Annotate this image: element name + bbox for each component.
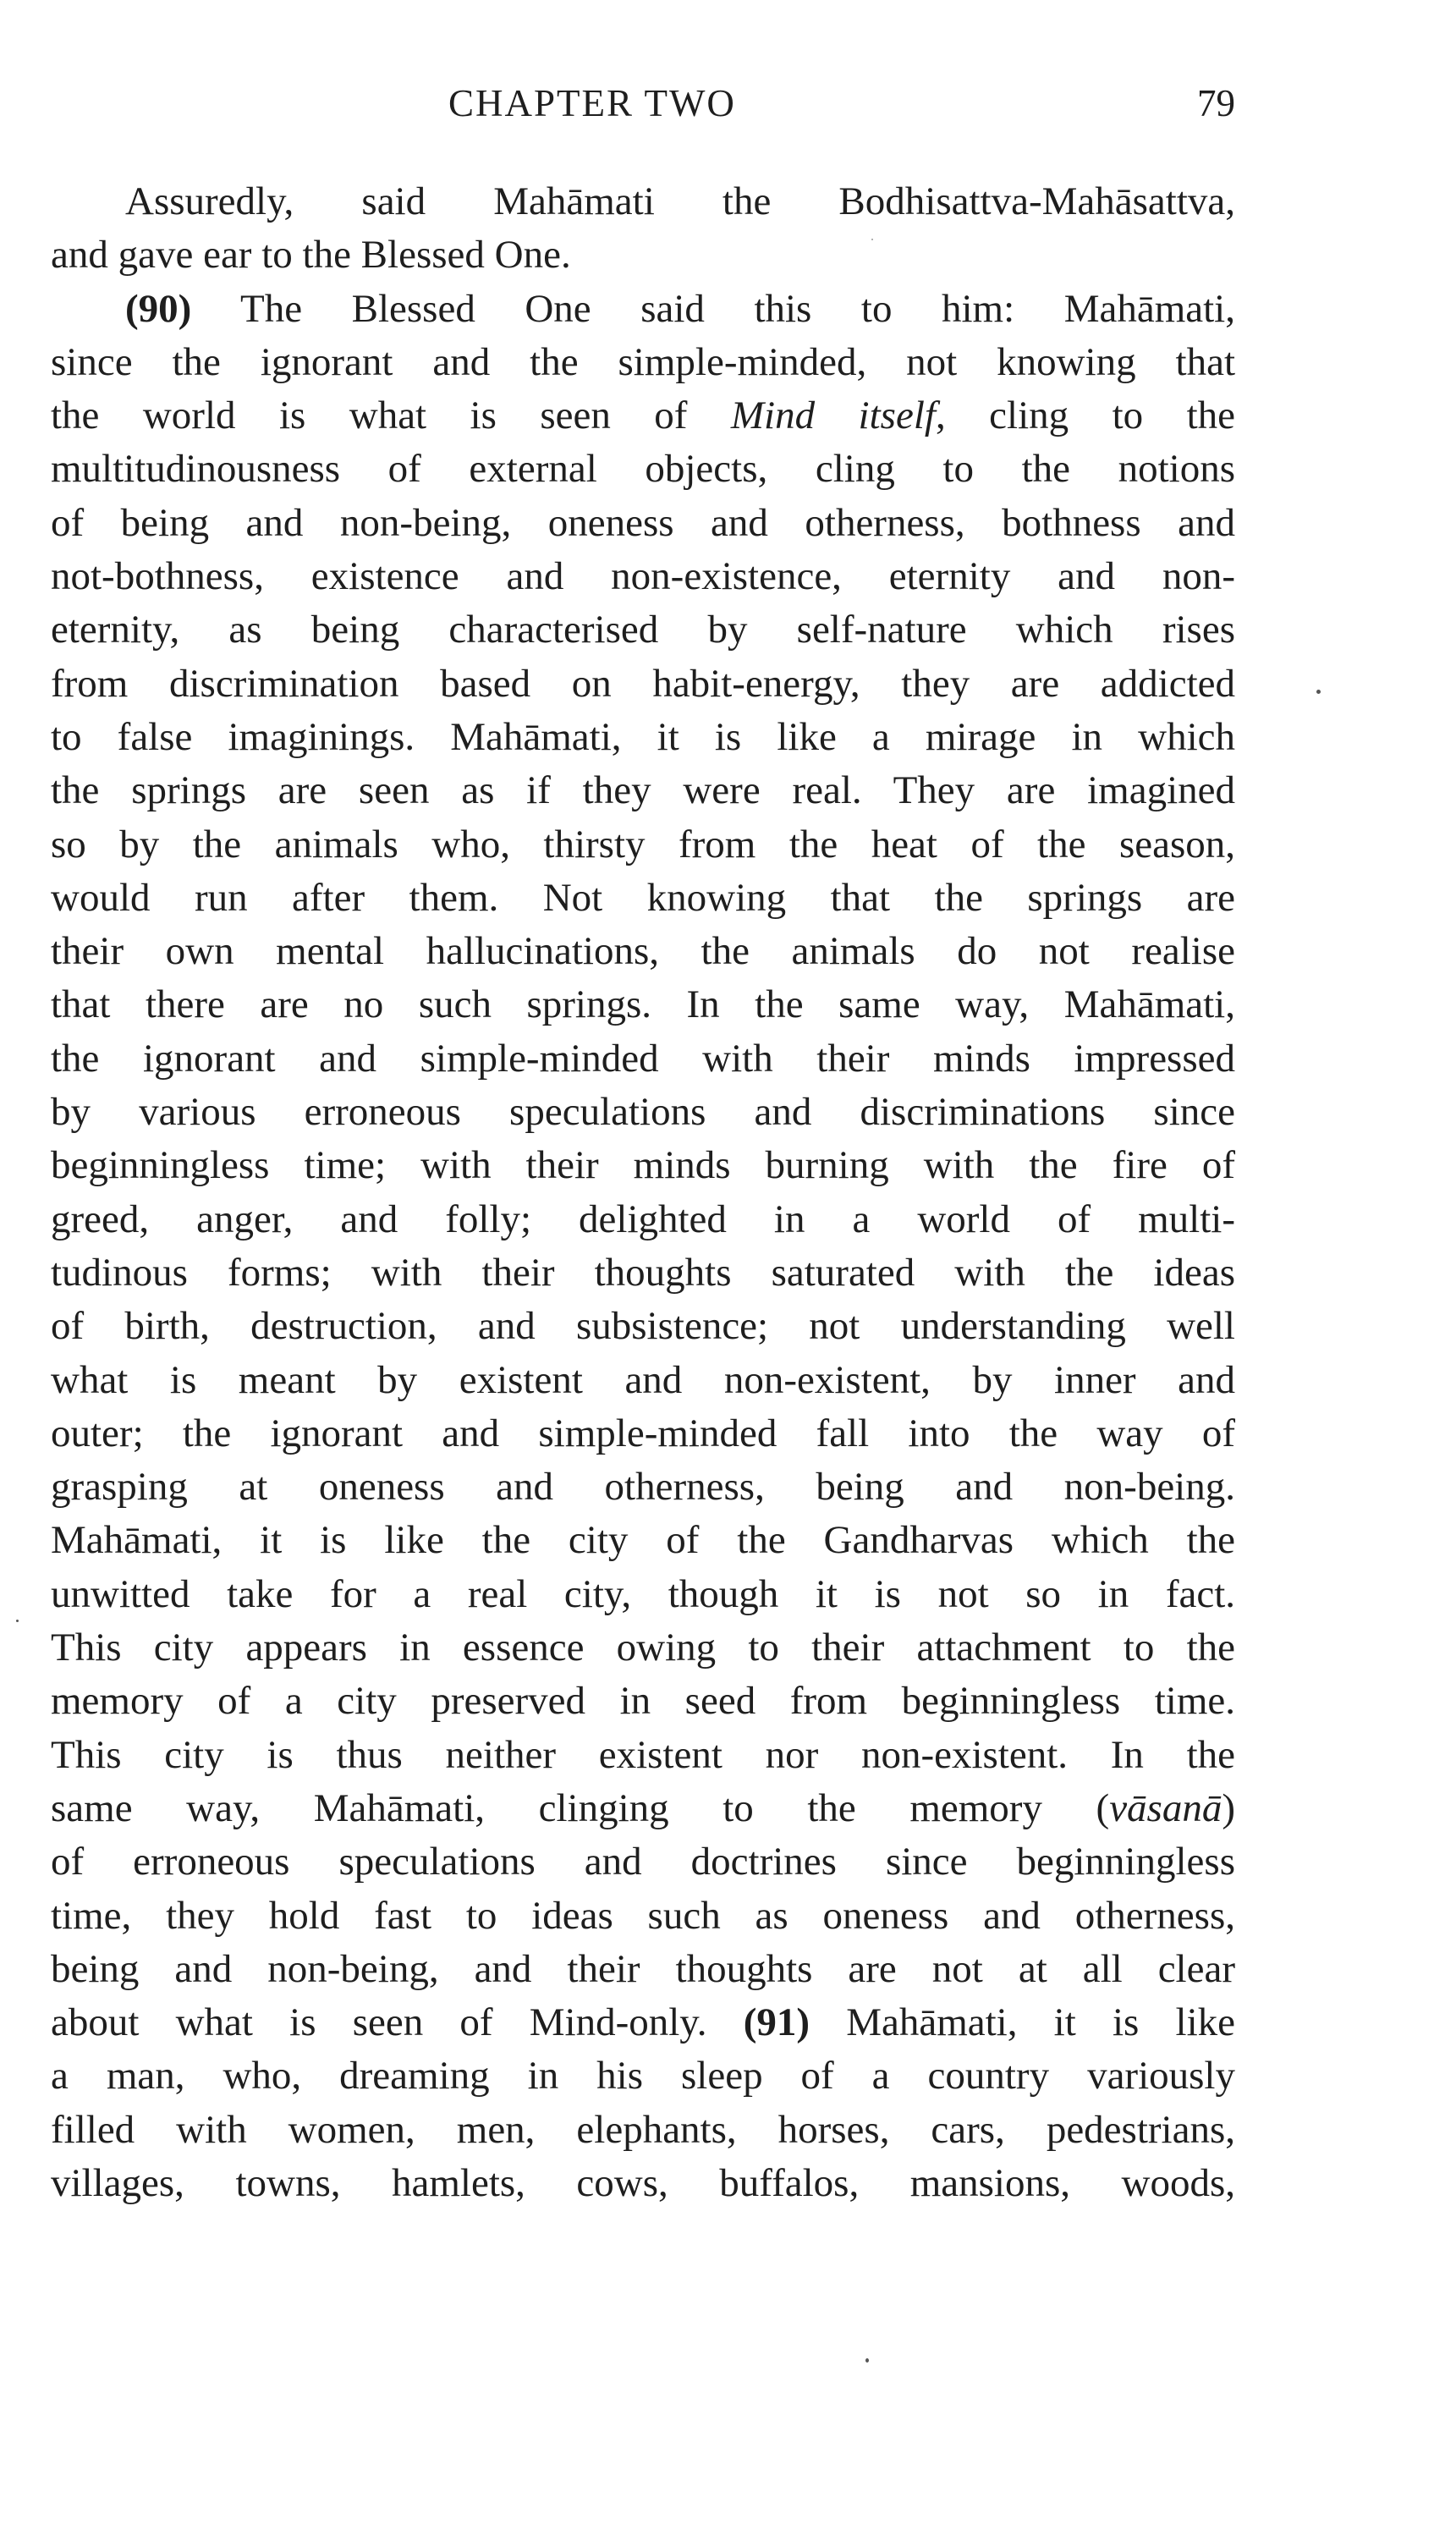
text-line: of erroneous speculations and doctrines since beginningless bbox=[51, 1840, 1235, 1884]
text-line: a man, who, dreaming in his sleep of a country variously bbox=[51, 2054, 1235, 2099]
text-line: the world is what is seen of Mind itself, cling to the bbox=[51, 393, 1235, 438]
text-line: greed, anger, and folly; delighted in a world of multi- bbox=[51, 1196, 1235, 1241]
text-line: the springs are seen as if they were real. They are imagined bbox=[51, 768, 1235, 813]
text-line: beginningless time; with their minds burning with the fire of bbox=[51, 1143, 1235, 1188]
paper-speck bbox=[865, 2358, 869, 2363]
text-line: of birth, destruction, and subsistence; not understanding well bbox=[51, 1304, 1235, 1349]
paper-speck bbox=[871, 239, 873, 240]
text-line: time, they hold fast to ideas such as oneness and otherness, bbox=[51, 1893, 1235, 1938]
text-line: being and non-being, and their thoughts are not at all clear bbox=[51, 1946, 1235, 1991]
text-line: would run after them. Not knowing that the springs are bbox=[51, 875, 1235, 920]
text-line: the ignorant and simple-minded with their minds impressed bbox=[51, 1036, 1235, 1081]
text-line: grasping at oneness and otherness, being and non-being. bbox=[51, 1465, 1235, 1510]
text-line: filled with women, men, elephants, horses, cars, pedestrians, bbox=[51, 2107, 1235, 2152]
text-line: so by the animals who, thirsty from the heat of the season, bbox=[51, 822, 1235, 866]
paper-speck bbox=[1316, 690, 1321, 694]
text-line: villages, towns, hamlets, cows, buffalos, mansions, woods, bbox=[51, 2160, 1235, 2205]
text-line: and gave ear to the Blessed One. bbox=[51, 233, 571, 278]
italic-term: Mind itself bbox=[730, 393, 936, 438]
text-line: not-bothness, existence and non-existence, eternity and non- bbox=[51, 554, 1235, 599]
text-line: of being and non-being, oneness and otherness, bothness and bbox=[51, 500, 1235, 545]
text-line: by various erroneous speculations and discriminations since bbox=[51, 1090, 1235, 1135]
text-line: since the ignorant and the simple-minded, not knowing that bbox=[51, 339, 1235, 384]
text-line: from discrimination based on habit-energy, they are addicted bbox=[51, 661, 1235, 706]
italic-term: vāsanā bbox=[1109, 1785, 1222, 1830]
body-text bbox=[51, 175, 1235, 2210]
text-line: Assuredly, said Mahāmati the Bodhisattva-Mahāsattva, bbox=[125, 179, 1235, 223]
text-line: what is meant by existent and non-existent, by inner and bbox=[51, 1357, 1235, 1402]
section-number: (91) bbox=[743, 2000, 810, 2045]
chapter-title: CHAPTER TWO bbox=[448, 82, 736, 124]
paper-speck bbox=[16, 1620, 19, 1622]
text-line: about what is seen of Mind-only. (91) Mahāmati, it is like bbox=[51, 2000, 1235, 2045]
page-number: 79 bbox=[1197, 82, 1235, 124]
text-line: multitudinousness of external objects, cling to the notions bbox=[51, 447, 1235, 492]
text-line: tudinous forms; with their thoughts saturated with the ideas bbox=[51, 1250, 1235, 1295]
text-line: to false imaginings. Mahāmati, it is like a mirage in which bbox=[51, 714, 1235, 759]
text-line: This city appears in essence owing to their attachment to the bbox=[51, 1626, 1235, 1670]
text-line: Mahāmati, it is like the city of the Gandharvas which the bbox=[51, 1518, 1235, 1563]
text-line: that there are no such springs. In the same way, Mahāmati, bbox=[51, 982, 1235, 1027]
running-head bbox=[51, 78, 1235, 129]
text-line: This city is thus neither existent nor non-existent. In the bbox=[51, 1732, 1235, 1777]
text-line: (90) The Blessed One said this to him: Mahāmati, bbox=[125, 286, 1235, 331]
section-number: (90) bbox=[125, 286, 192, 331]
text-line: outer; the ignorant and simple-minded fall into the way of bbox=[51, 1411, 1235, 1455]
text-line: eternity, as being characterised by self-nature which rises bbox=[51, 608, 1235, 652]
text-line: same way, Mahāmati, clinging to the memory (vāsanā) bbox=[51, 1785, 1235, 1830]
text-line: unwitted take for a real city, though it is not so in fact. bbox=[51, 1571, 1235, 1616]
text-line: memory of a city preserved in seed from beginningless time. bbox=[51, 1679, 1235, 1724]
text-line: their own mental hallucinations, the animals do not realise bbox=[51, 929, 1235, 974]
